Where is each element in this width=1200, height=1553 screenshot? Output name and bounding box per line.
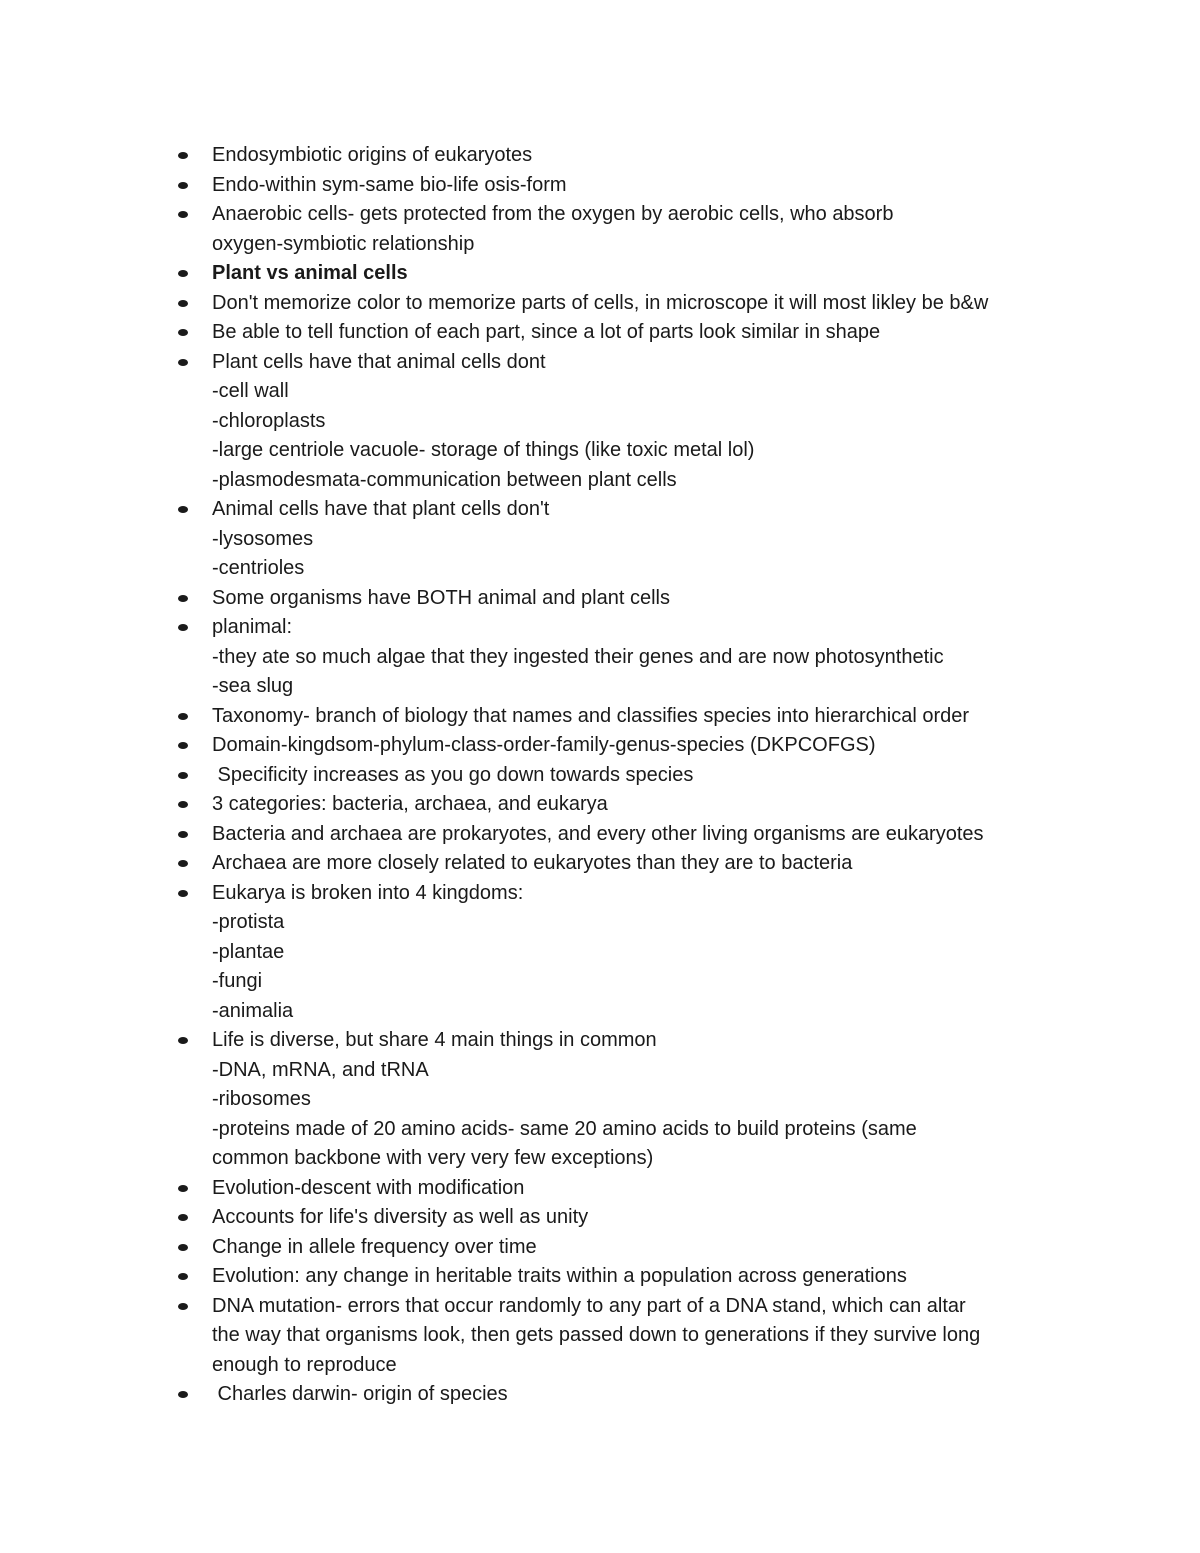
list-item-subline: oxygen-symbiotic relationship — [212, 232, 475, 255]
list-item-subline: -cell wall — [212, 380, 289, 402]
list-item — [0, 1026, 1200, 1174]
list-item-subline: -lysosomes — [212, 527, 314, 550]
bullet-dot-icon — [178, 359, 188, 366]
bullet-dot-icon — [178, 182, 188, 189]
bullet-dot-icon — [178, 1185, 188, 1192]
list-item-text: Some organisms have BOTH animal and plant cells — [212, 586, 670, 609]
list-item-text: Charles darwin- origin of species — [212, 1383, 508, 1405]
bullet-dot-icon — [178, 1214, 188, 1221]
bullet-dot-icon — [178, 860, 188, 867]
list-item-text: Life is diverse, but share 4 main things in common — [212, 1029, 657, 1051]
list-item-subline: -centrioles — [212, 557, 305, 579]
list-item — [0, 702, 1200, 732]
list-item-text: Archaea are more closely related to eukaryotes than they are to bacteria — [212, 852, 853, 874]
list-item — [0, 849, 1200, 879]
list-item-text: Taxonomy- branch of biology that names and classifies species into hierarchical order — [212, 704, 970, 727]
list-item-subline: -they ate so much algae that they ingested their genes and are now photosynthetic — [212, 645, 944, 668]
list-item — [0, 790, 1200, 820]
bullet-dot-icon — [178, 211, 188, 218]
list-item-text: Eukarya is broken into 4 kingdoms: — [212, 881, 524, 904]
list-item-subline: -chloroplasts — [212, 409, 326, 432]
list-item-subline: -protista — [212, 911, 285, 933]
list-item-text: Evolution-descent with modification — [212, 1176, 525, 1199]
list-item — [0, 761, 1200, 791]
list-item-subline: -plasmodesmata-communication between plant cells — [212, 468, 677, 491]
list-item — [0, 141, 1200, 171]
list-item — [0, 1233, 1200, 1263]
bullet-dot-icon — [178, 890, 188, 897]
list-item-text: Specificity increases as you go down towards species — [212, 763, 694, 786]
bullet-dot-icon — [178, 772, 188, 779]
list-item — [0, 613, 1200, 702]
list-item-text: Accounts for life's diversity as well as unity — [212, 1206, 589, 1228]
list-item-text: DNA mutation- errors that occur randomly to any part of a DNA stand, which can altar — [212, 1294, 966, 1317]
list-item-text: Plant cells have that animal cells dont — [212, 350, 546, 373]
list-item-text: Bacteria and archaea are prokaryotes, and every other living organisms are eukaryotes — [212, 822, 984, 845]
list-item-text: Endosymbiotic origins of eukaryotes — [212, 144, 533, 166]
list-item-text: Evolution: any change in heritable traits within a population across generations — [212, 1265, 907, 1287]
list-item — [0, 731, 1200, 761]
list-item-subline: -proteins made of 20 amino acids- same 20 amino acids to build proteins (same — [212, 1117, 917, 1140]
bullet-dot-icon — [178, 152, 188, 159]
bullet-dot-icon — [178, 831, 188, 838]
list-item-text: Don't memorize color to memorize parts of cells, in microscope it will most likley be b&w — [212, 291, 989, 314]
bullet-dot-icon — [178, 300, 188, 307]
list-item — [0, 348, 1200, 496]
list-item-text: Anaerobic cells- gets protected from the oxygen by aerobic cells, who absorb — [212, 203, 894, 225]
bullet-dot-icon — [178, 1303, 188, 1310]
bullet-dot-icon — [178, 1273, 188, 1280]
list-item — [0, 1203, 1200, 1233]
list-item — [0, 171, 1200, 201]
list-item-subline: -DNA, mRNA, and tRNA — [212, 1058, 429, 1081]
list-item-text: Animal cells have that plant cells don't — [212, 498, 550, 520]
list-item — [0, 584, 1200, 614]
list-item — [0, 318, 1200, 348]
list-item — [0, 495, 1200, 584]
list-item — [0, 1380, 1200, 1410]
bullet-dot-icon — [178, 329, 188, 336]
list-item-text: 3 categories: bacteria, archaea, and eukarya — [212, 793, 608, 815]
list-item-text: Be able to tell function of each part, since a lot of parts look similar in shape — [212, 321, 881, 343]
bullet-dot-icon — [178, 1244, 188, 1251]
list-item-subline: enough to reproduce — [212, 1353, 397, 1376]
bullet-dot-icon — [178, 595, 188, 602]
list-item-text: Endo-within sym-same bio-life osis-form — [212, 173, 567, 196]
list-item — [0, 259, 1200, 289]
bullet-dot-icon — [178, 801, 188, 808]
bullet-list — [0, 141, 1200, 1410]
bullet-dot-icon — [178, 713, 188, 720]
list-item-subline: -sea slug — [212, 675, 294, 697]
list-item-text: Plant vs animal cells — [212, 262, 408, 284]
list-item — [0, 289, 1200, 319]
list-item — [0, 1174, 1200, 1204]
list-item-subline: the way that organisms look, then gets passed down to generations if they survive long — [212, 1324, 981, 1346]
list-item-text: Change in allele frequency over time — [212, 1235, 537, 1258]
bullet-dot-icon — [178, 742, 188, 749]
bullet-dot-icon — [178, 624, 188, 631]
list-item-subline: -ribosomes — [212, 1088, 311, 1110]
list-item-subline: -large centriole vacuole- storage of things (like toxic metal lol) — [212, 439, 755, 461]
bullet-dot-icon — [178, 270, 188, 277]
list-item-text: Domain-kingdsom-phylum-class-order-family-genus-species (DKPCOFGS) — [212, 734, 876, 756]
list-item-subline: -plantae — [212, 940, 285, 963]
bullet-dot-icon — [178, 1037, 188, 1044]
bullet-dot-icon — [178, 1391, 188, 1398]
list-item — [0, 200, 1200, 259]
list-item-subline: -animalia — [212, 999, 294, 1022]
bullet-dot-icon — [178, 506, 188, 513]
list-item — [0, 1262, 1200, 1292]
list-item-text: planimal: — [212, 616, 293, 638]
list-item — [0, 820, 1200, 850]
list-item — [0, 879, 1200, 1027]
list-item — [0, 1292, 1200, 1381]
list-item-subline: common backbone with very very few exceptions) — [212, 1147, 654, 1169]
list-item-subline: -fungi — [212, 970, 263, 992]
